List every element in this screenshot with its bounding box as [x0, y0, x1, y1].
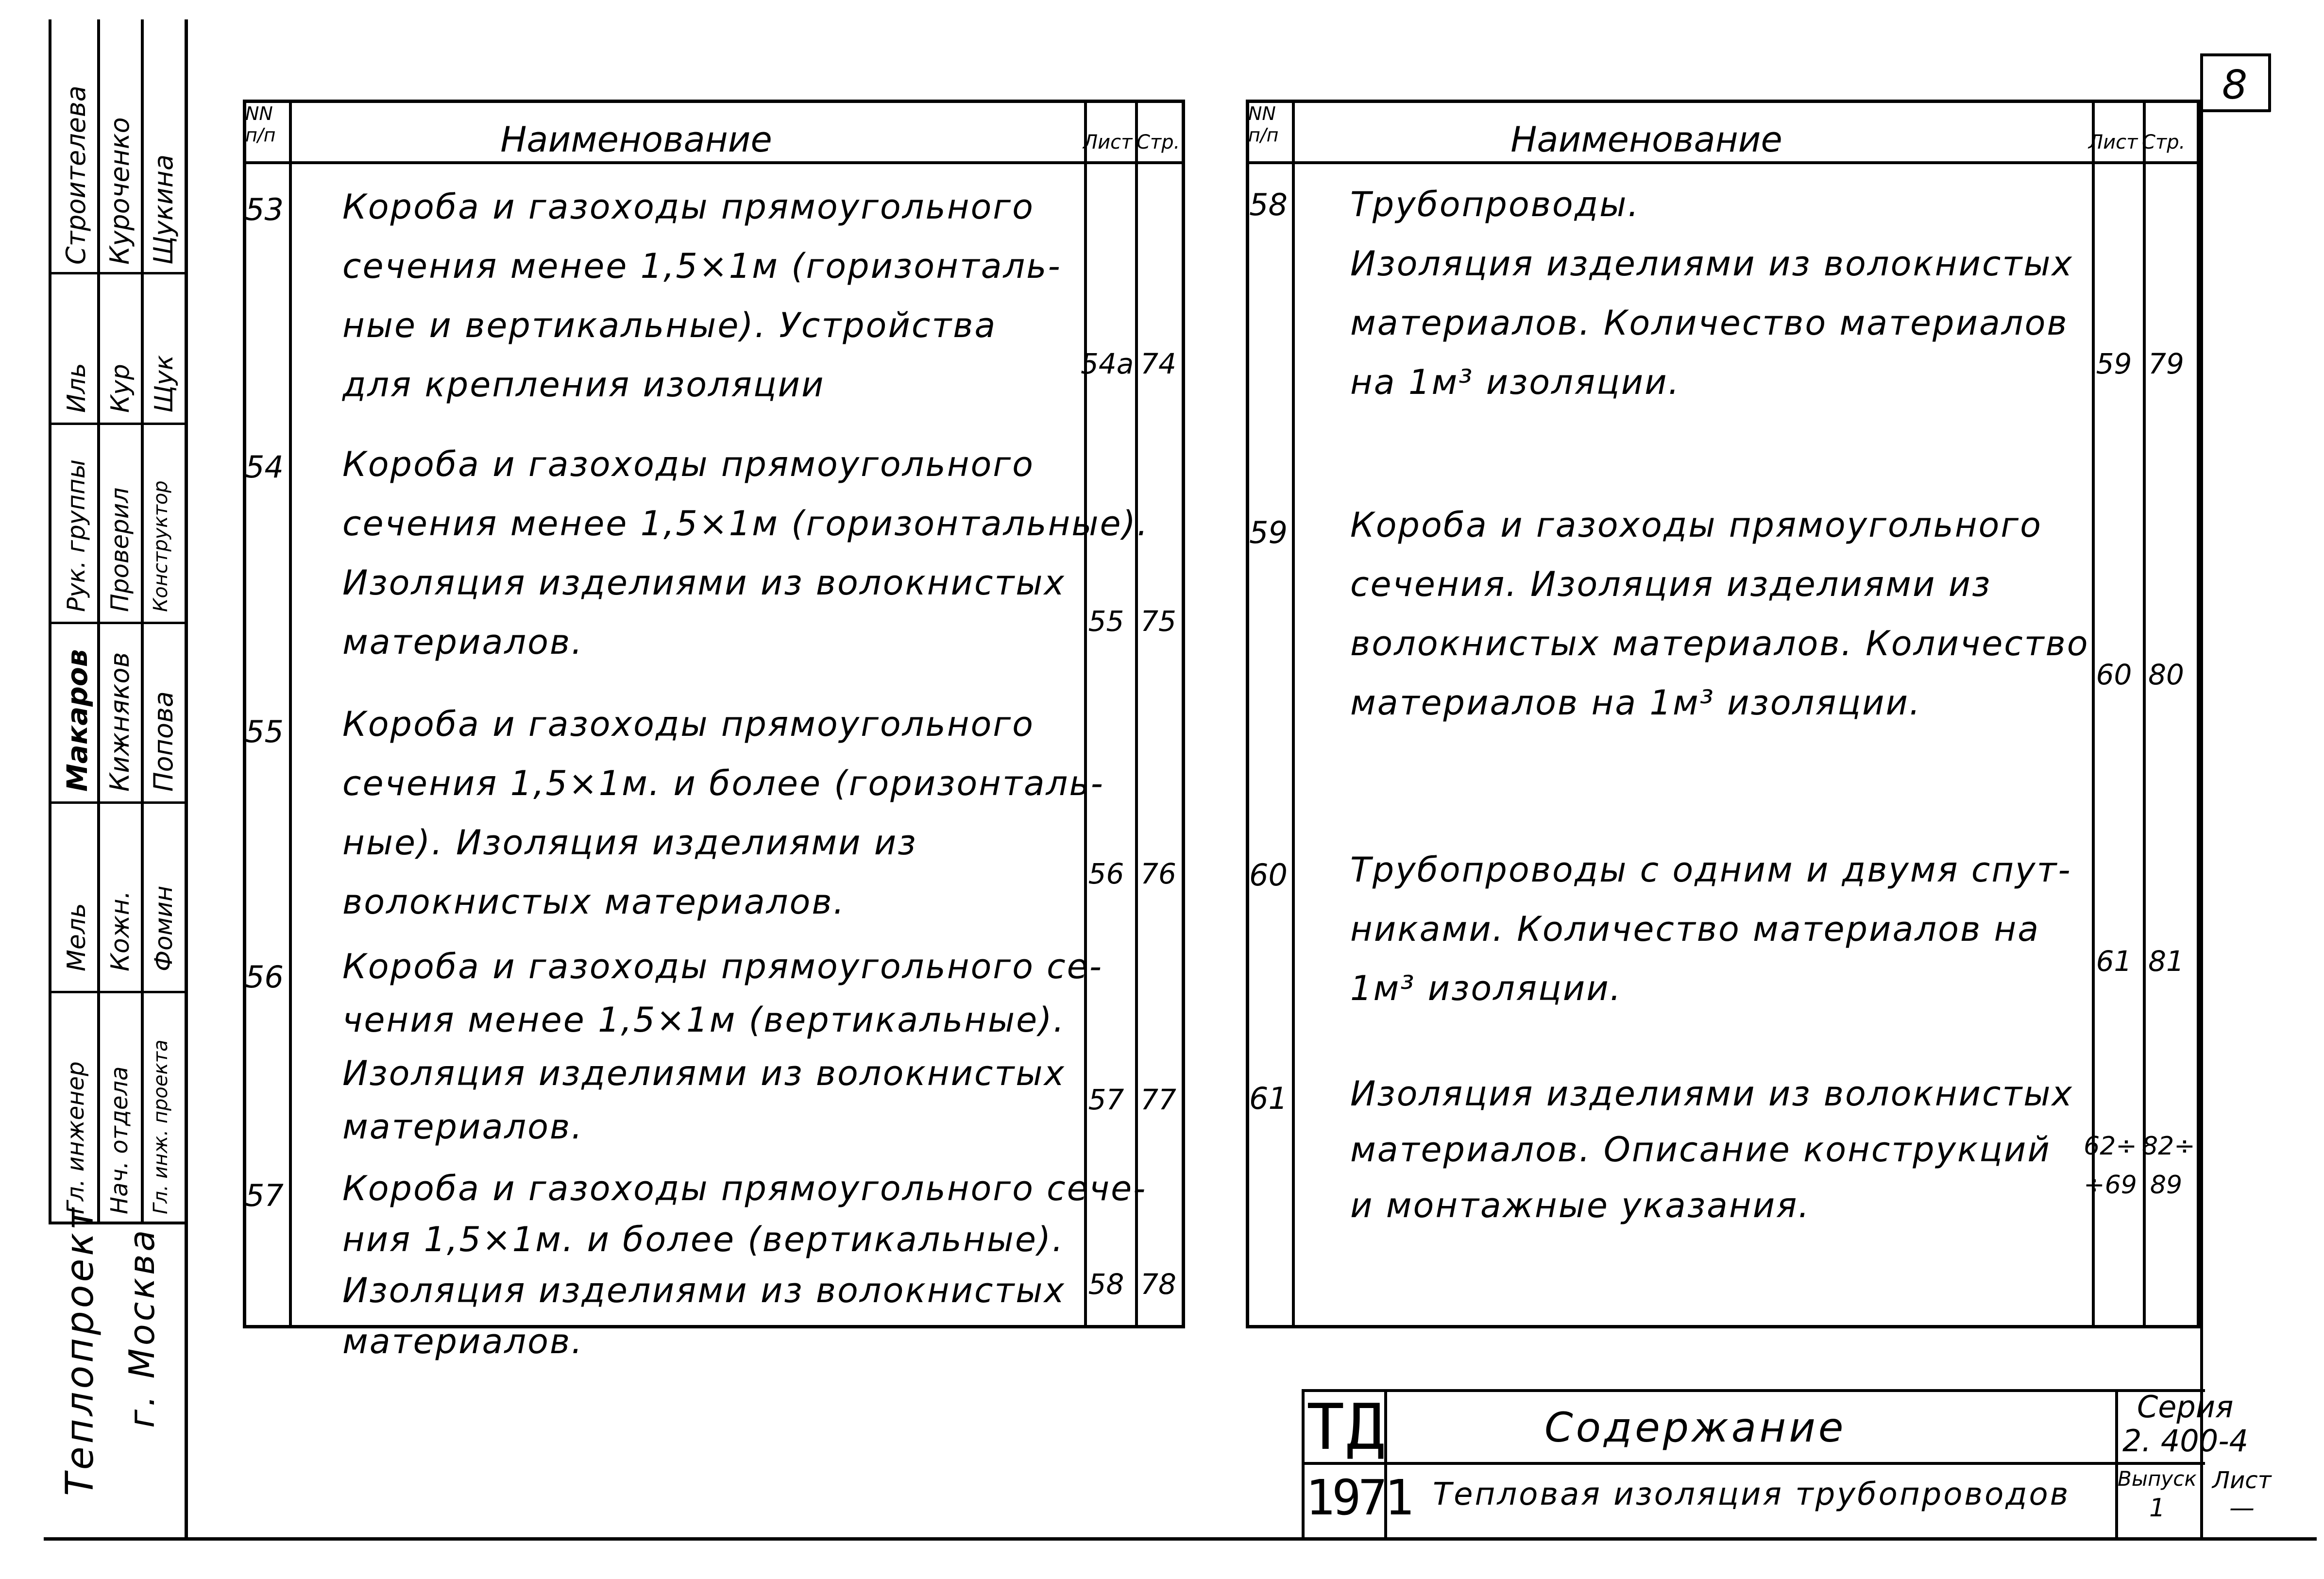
stamp-subtitle: Тепловая изоляция трубопроводов: [1433, 1477, 2070, 1512]
side-signature: Кожн.: [106, 890, 135, 971]
left-row-page: 78: [1140, 1268, 1176, 1301]
left-row-nn: 55: [245, 714, 284, 749]
right-row-list: 62÷ ÷69: [2084, 1132, 2137, 1200]
left-row-list: 56: [1088, 857, 1124, 890]
left-row-text: Короба и газоходы прямоугольного сече- ния 1,5×1м. и более (вертикальные). Изоляция изделиями из волокнистых материалов.: [342, 1169, 1147, 1361]
side-name: Щукина: [148, 154, 179, 265]
right-row-nn: 58: [1249, 187, 1288, 222]
left-row-nn: 54: [245, 449, 284, 485]
left-row-list: 54а: [1081, 347, 1134, 380]
side-name: Кижняков: [104, 652, 135, 792]
side-signature: Фомин: [150, 885, 178, 971]
right-row-nn: 59: [1249, 515, 1288, 550]
right-header-list: Лист: [2088, 131, 2138, 153]
right-row-page: 79: [2148, 347, 2184, 380]
left-row-nn: 56: [245, 959, 284, 995]
side-role: Гл. инж. проекта: [150, 1039, 172, 1214]
side-signature: Мель: [62, 903, 91, 971]
left-header-page: Стр.: [1137, 131, 1180, 153]
side-name: Курoченко: [104, 117, 135, 265]
side-name: Попова: [148, 691, 179, 792]
left-row-page: 74: [1140, 347, 1176, 380]
left-row-page: 77: [1140, 1083, 1176, 1116]
left-row-page: 75: [1140, 605, 1176, 638]
right-row-text: Трубопроводы. Изоляция изделиями из волокнистых материалов. Количество материалов на 1м³ изоляции.: [1350, 185, 2073, 402]
left-header-list: Лист: [1083, 131, 1133, 153]
stamp-mark-bottom: 1971: [1306, 1469, 1411, 1526]
left-row-list: 57: [1088, 1083, 1124, 1116]
side-name: Макаров: [61, 649, 94, 792]
side-signature: Щук: [150, 355, 179, 413]
stamp-series-label: Серия: [2137, 1389, 2234, 1425]
right-row-list: 59: [2096, 347, 2132, 380]
stamp-series-value: 2. 400-4: [2122, 1423, 2249, 1459]
right-row-text: Изоляция изделиями из волокнистых материалов. Описание конструкций и монтажные указания.: [1350, 1074, 2073, 1225]
side-city: г. Москва: [121, 1227, 162, 1428]
right-row-list: 60: [2096, 658, 2132, 691]
stamp-issue-label: Выпуск: [2118, 1467, 2197, 1491]
stamp-mark-top: ТД: [1306, 1390, 1387, 1464]
left-row-list: 55: [1088, 605, 1124, 638]
stamp-sheet-value: —: [2229, 1494, 2255, 1523]
left-row-nn: 57: [245, 1178, 284, 1213]
right-header-name: Наименование: [1510, 119, 1782, 160]
right-row-page: 80: [2148, 658, 2184, 691]
left-row-page: 76: [1140, 857, 1176, 890]
left-row-list: 58: [1088, 1268, 1124, 1301]
left-row-text: Короба и газоходы прямоугольного се- чения менее 1,5×1м (вертикальные). Изоляция изделиями из волокнистых материалов.: [342, 947, 1103, 1147]
right-row-nn: 61: [1249, 1081, 1288, 1116]
right-header-page: Стр.: [2142, 131, 2186, 153]
sheet-number: 8: [2222, 62, 2248, 108]
left-row-text: Короба и газоходы прямоугольного сечения менее 1,5×1м (горизонталь- ные и вертикальные). Устройства для крепления изоляции: [342, 187, 1062, 405]
right-row-list: 61: [2096, 945, 2132, 978]
stamp-sheet-label: Лист: [2212, 1467, 2272, 1494]
stamp-title: Содержание: [1544, 1404, 1847, 1451]
side-signature: Кур: [106, 364, 135, 413]
right-header-nn: NN п/п: [1248, 103, 1279, 146]
side-role: Рук. группы: [62, 459, 90, 612]
left-row-nn: 53: [245, 192, 284, 227]
left-row-text: Короба и газоходы прямоугольного сечения менее 1,5×1м (горизонтальные). Изоляция изделиями из волокнистых материалов.: [342, 444, 1150, 662]
side-org: Теплопроект: [58, 1205, 102, 1496]
left-row-text: Короба и газоходы прямоугольного сечения 1,5×1м. и более (горизонталь- ные). Изоляция изделиями из волокнистых материалов.: [342, 704, 1104, 922]
right-row-text: Короба и газоходы прямоугольного сечения. Изоляция изделиями из волокнистых материалов. Количество материалов на 1м³ изоляции.: [1350, 505, 2089, 723]
left-header-name: Наименование: [500, 119, 772, 160]
left-header-nn: NN п/п: [245, 103, 276, 146]
right-row-page: 82÷ 89: [2142, 1132, 2195, 1200]
right-row-nn: 60: [1249, 857, 1288, 893]
side-role: Проверил: [106, 487, 134, 612]
side-role: Гл. инженер: [62, 1061, 89, 1214]
side-role: Конструктор: [150, 480, 172, 612]
stamp-issue-value: 1: [2149, 1494, 2166, 1523]
right-row-text: Трубопроводы с одним и двумя спут- никами. Количество материалов на 1м³ изоляции.: [1350, 850, 2072, 1008]
side-role: Нач. отдела: [106, 1066, 133, 1214]
side-signature: Иль: [62, 363, 91, 413]
right-row-page: 81: [2148, 945, 2184, 978]
side-name: Строителева: [61, 85, 91, 265]
